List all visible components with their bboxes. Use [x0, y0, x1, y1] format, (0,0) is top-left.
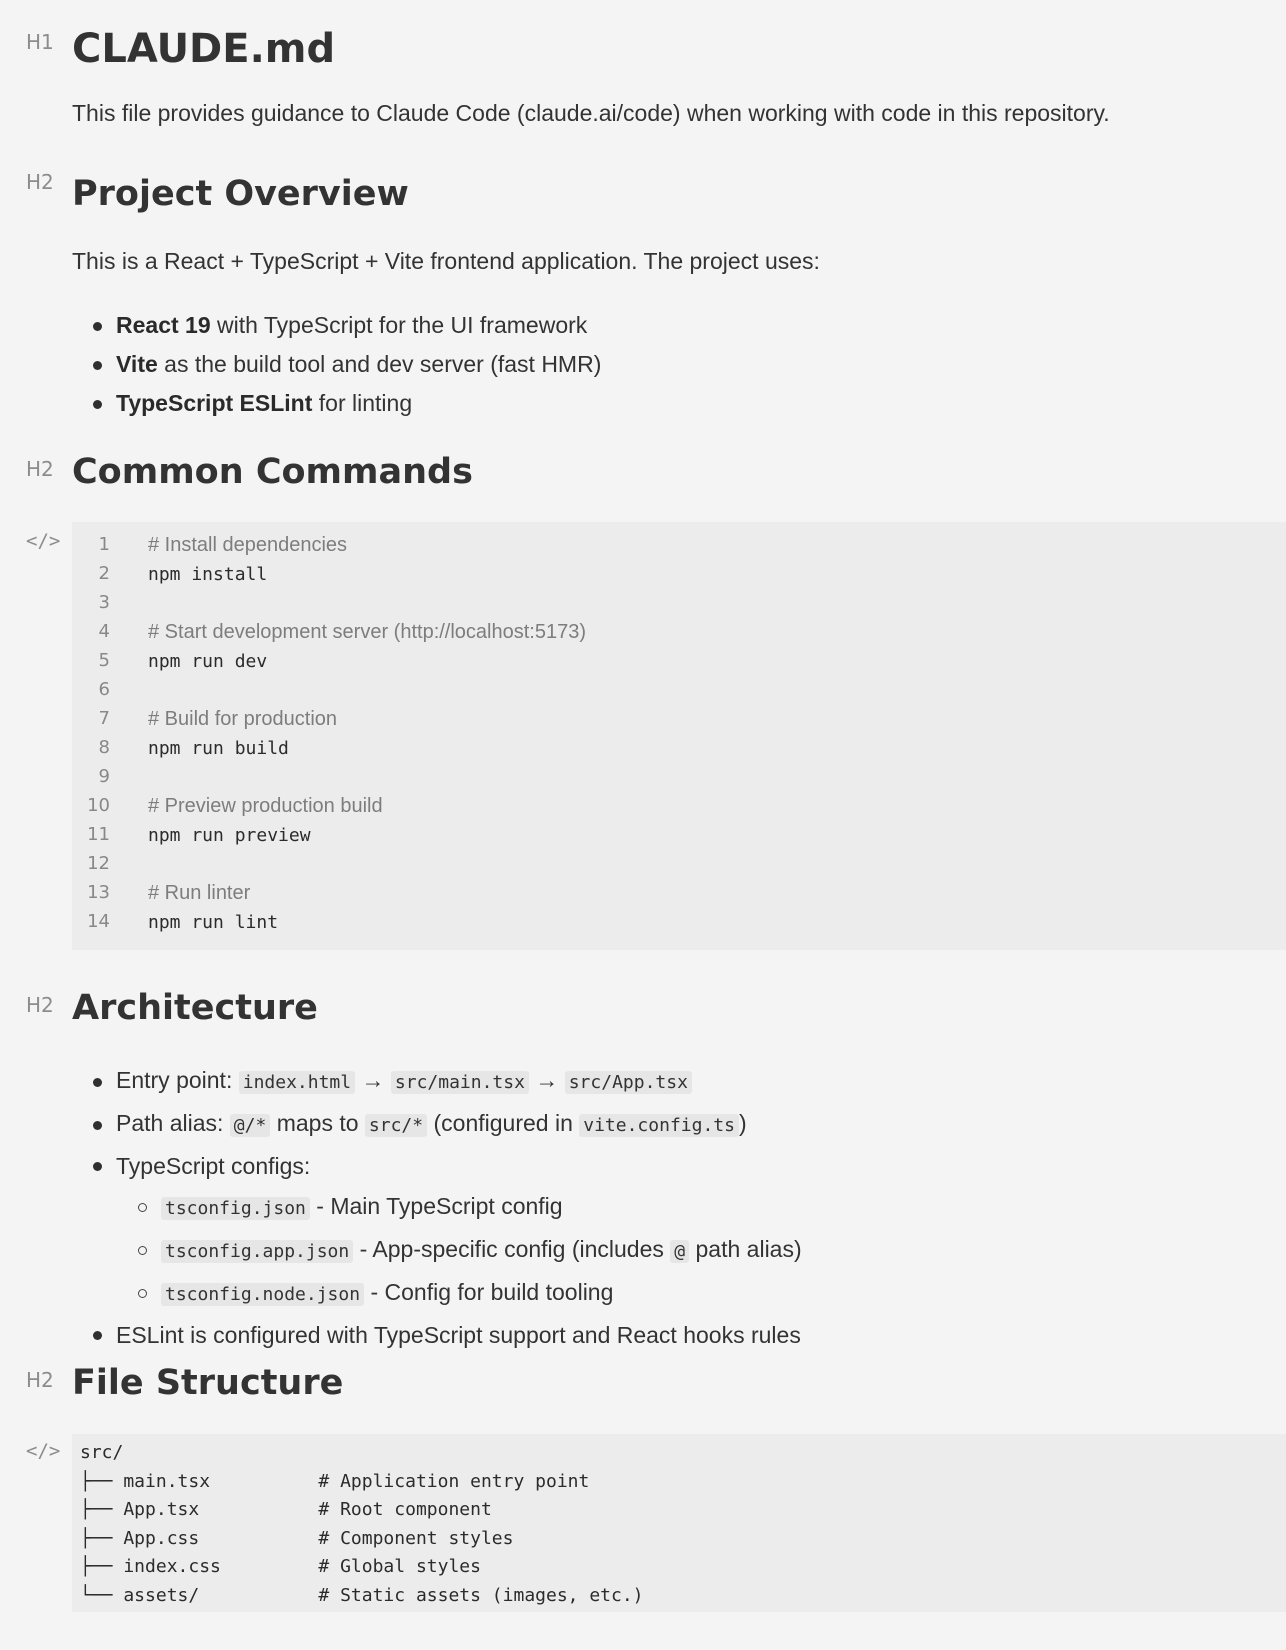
list-subitem: tsconfig.node.json - Config for build tooling: [72, 1272, 802, 1315]
tree-line: src/: [80, 1442, 124, 1463]
code-line: npm run build: [148, 738, 289, 759]
list-item: ESLint is configured with TypeScript support and React hooks rules: [72, 1315, 802, 1355]
inline-code: @/*: [230, 1114, 271, 1137]
list-subitem: tsconfig.app.json - App-specific config (includes @ path alias): [72, 1229, 802, 1272]
code-line: npm install: [148, 564, 268, 585]
intro-paragraph: This file provides guidance to Claude Code (claude.ai/code) when working with code in this repository.: [72, 100, 1110, 126]
code-block-commands[interactable]: [72, 522, 1286, 950]
code-line: npm run lint: [148, 912, 279, 933]
section-heading-file-structure: File Structure: [72, 1363, 344, 1403]
code-block-icon: </>: [26, 1440, 61, 1462]
code-comment: # Install dependencies: [148, 534, 348, 556]
heading-level-marker: H2: [26, 993, 54, 1017]
inline-code: src/*: [365, 1114, 427, 1137]
line-number: 3: [98, 592, 110, 613]
line-number: 2: [98, 563, 110, 584]
architecture-list: [72, 1060, 802, 1355]
inline-code: src/main.tsx: [391, 1071, 529, 1094]
line-number: 4: [98, 621, 110, 642]
inline-code: src/App.tsx: [565, 1071, 692, 1094]
line-number: 11: [87, 824, 110, 845]
heading-level-marker: H1: [26, 30, 54, 54]
inline-code: index.html: [239, 1071, 355, 1094]
tree-line: ├── App.tsx # Root component: [80, 1499, 492, 1520]
line-number: 9: [98, 766, 110, 787]
line-number: 10: [87, 795, 110, 816]
heading-level-marker: H2: [26, 170, 54, 194]
inline-code: tsconfig.app.json: [161, 1240, 353, 1263]
heading-level-marker: H2: [26, 1368, 54, 1392]
line-number: 14: [87, 911, 110, 932]
line-number: 7: [98, 708, 110, 729]
inline-code: vite.config.ts: [579, 1114, 739, 1137]
code-block-icon: </>: [26, 530, 61, 552]
tree-line: ├── App.css # Component styles: [80, 1527, 514, 1549]
section-heading-overview: Project Overview: [72, 174, 409, 214]
inline-code: tsconfig.node.json: [161, 1283, 364, 1306]
line-number: 5: [98, 650, 110, 671]
line-number: 12: [87, 853, 110, 874]
line-number: 13: [87, 882, 110, 903]
code-line: npm run preview: [148, 825, 311, 846]
code-comment: # Build for production: [148, 708, 338, 730]
line-number: 8: [98, 737, 110, 758]
list-item: Entry point: index.html → src/main.tsx → src/App.tsx: [72, 1060, 802, 1103]
heading-level-marker: H2: [26, 457, 54, 481]
code-block-file-structure[interactable]: [72, 1434, 1286, 1612]
list-item: React 19 with TypeScript for the UI framework: [72, 306, 601, 345]
code-comment: # Start development server (http://localhost:5173): [148, 621, 587, 643]
inline-code: tsconfig.json: [161, 1197, 310, 1220]
section-heading-architecture: Architecture: [72, 988, 318, 1028]
list-item: TypeScript configs:: [72, 1146, 802, 1186]
list-item: Vite as the build tool and dev server (fast HMR): [72, 345, 601, 384]
tree-line: ├── main.tsx # Application entry point: [80, 1470, 590, 1492]
code-comment: # Run linter: [148, 882, 251, 904]
list-item: Path alias: @/* maps to src/* (configured in vite.config.ts ): [72, 1103, 802, 1146]
line-number: 6: [98, 679, 110, 700]
section-heading-commands: Common Commands: [72, 452, 473, 492]
page-title: CLAUDE.md: [72, 26, 336, 72]
inline-code: @: [670, 1240, 689, 1263]
tree-line: └── assets/ # Static assets (images, etc.): [80, 1584, 644, 1606]
overview-list: [72, 306, 601, 423]
line-number: 1: [98, 534, 110, 555]
overview-intro: This is a React + TypeScript + Vite frontend application. The project uses:: [72, 248, 820, 274]
list-item: TypeScript ESLint for linting: [72, 384, 601, 423]
list-subitem: tsconfig.json - Main TypeScript config: [72, 1186, 802, 1229]
code-line: npm run dev: [148, 651, 268, 672]
code-comment: # Preview production build: [148, 795, 383, 817]
tree-line: ├── index.css # Global styles: [80, 1556, 481, 1577]
